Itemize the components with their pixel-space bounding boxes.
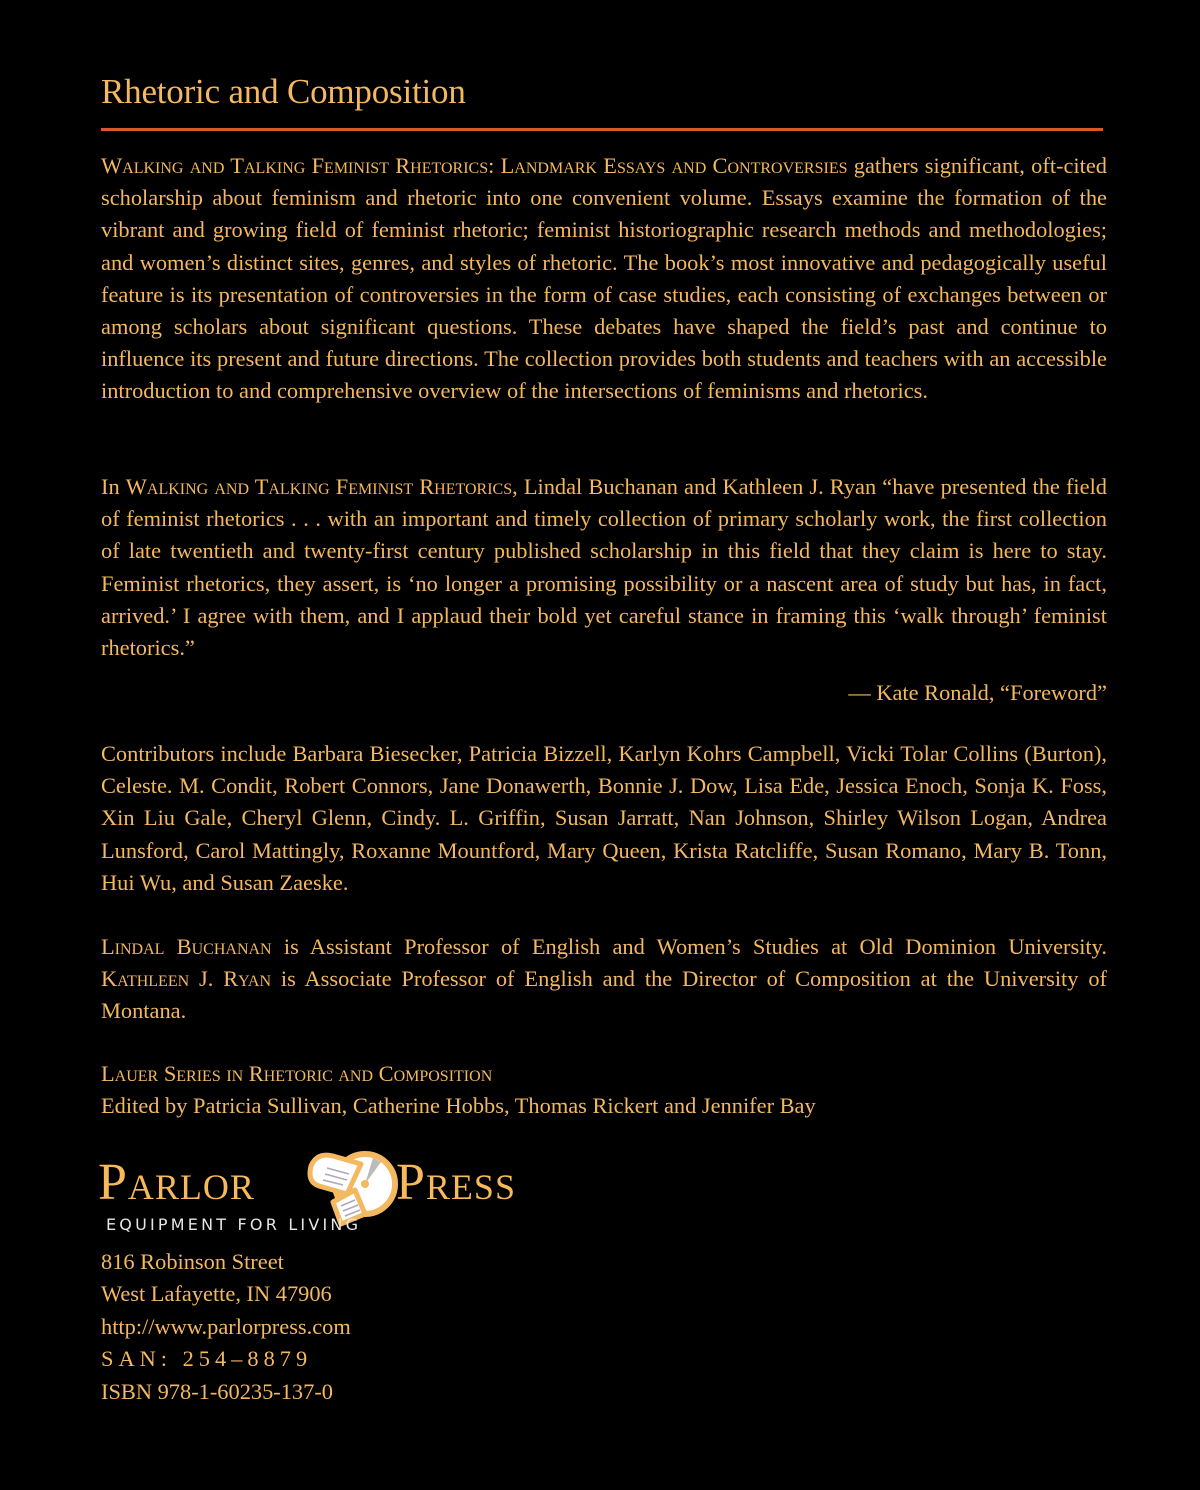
series-info (101, 1058, 816, 1122)
book-description (101, 150, 1107, 408)
author1-bio: is Assistant Professor of English and Women’s Studies at Old Dominion University. (271, 934, 1107, 959)
category-heading: Rhetoric and Composition (101, 72, 466, 111)
street-address: 816 Robinson Street (101, 1249, 284, 1274)
city-state-zip: West Lafayette, IN 47906 (101, 1281, 332, 1307)
book-title-inline: Walking and Talking Feminist Rhetorics (125, 474, 513, 499)
heading-rule (101, 128, 1103, 131)
quote-text: , Lindal Buchanan and Kathleen J. Ryan “have presented the field of feminist rhetorics . . . with an important and timely collection of primary scholarly work, the first collection of late twentieth and twenty-first century published scholarship in this field that they claim is here to stay. Feminist rhetorics, they assert, is ‘no longer a promising possibility or a nascent area of study but has, in fact, arrived.’ I agree with them, and I applaud their bold yet careful stance in framing this ‘walk through’ feminist rhetorics.” (101, 474, 1107, 661)
author2-bio: is Associate Professor of English and the Director of Composition at the University of Montana. (101, 966, 1107, 1024)
san-number: SAN: 254–8879 (101, 1346, 313, 1372)
logo-tagline: EQUIPMENT FOR LIVING (106, 1215, 362, 1234)
author2-name: Kathleen J. Ryan (101, 966, 272, 992)
endorsement-quote (101, 471, 1107, 664)
series-name: Lauer Series in Rhetoric and Composition (101, 1061, 493, 1086)
isbn-number: ISBN 978-1-60235-137-0 (101, 1378, 333, 1404)
publisher-address (101, 1246, 351, 1408)
book-title: Walking and Talking Feminist Rhetorics: Landmark Essays and Controversies (101, 153, 848, 178)
author-bios (101, 931, 1107, 1028)
quote-attribution: — Kate Ronald, “Foreword” (848, 680, 1107, 705)
logo-text-press: Press (396, 1154, 516, 1211)
series-editors: Edited by Patricia Sullivan, Catherine Hobbs, Thomas Rickert and Jennifer Bay (101, 1093, 816, 1118)
publisher-url[interactable]: http://www.parlorpress.com (101, 1313, 351, 1339)
author1-name: Lindal Buchanan (101, 934, 272, 959)
publisher-logo (98, 1150, 568, 1242)
quote-lead: In (101, 474, 126, 499)
contributors-list: Contributors include Barbara Biesecker, Patricia Bizzell, Karlyn Kohrs Campbell, Vicki Tolar Collins (Burton), Celeste. M. Condit, Robert Connors, Jane Donawerth, Bonnie J. Dow, Lisa Ede, Jessica Enoch, Sonja K. Foss, Xin Liu Gale, Cheryl Glenn, Cindy. L. Griffin, Susan Jarratt, Nan Johnson, Shirley Wilson Logan, Andrea Lunsford, Carol Mattingly, Roxanne Mountford, Mary Queen, Krista Ratcliffe, Susan Romano, Mary B. Tonn, Hui Wu, and Susan Zaeske. (101, 741, 1107, 895)
logo-text-parlor: Parlor (98, 1154, 255, 1211)
description-text: gathers significant, oft-cited scholarship about feminism and rhetoric into one convenient volume. Essays examine the formation of the vibrant and growing field of feminist rhetoric; feminist historiographic research methods and methodologies; and women’s distinct sites, genres, and styles of rhetoric. The book’s most innovative and pedagogically useful feature is its presentation of controversies in the form of case studies, each consisting of exchanges between or among scholars about significant questions. These debates have shaped the field’s past and continue to influence its present and future directions. The collection provides both students and teachers with an accessible introduction to and comprehensive overview of the intersections of feminisms and rhetorics. (101, 153, 1108, 404)
